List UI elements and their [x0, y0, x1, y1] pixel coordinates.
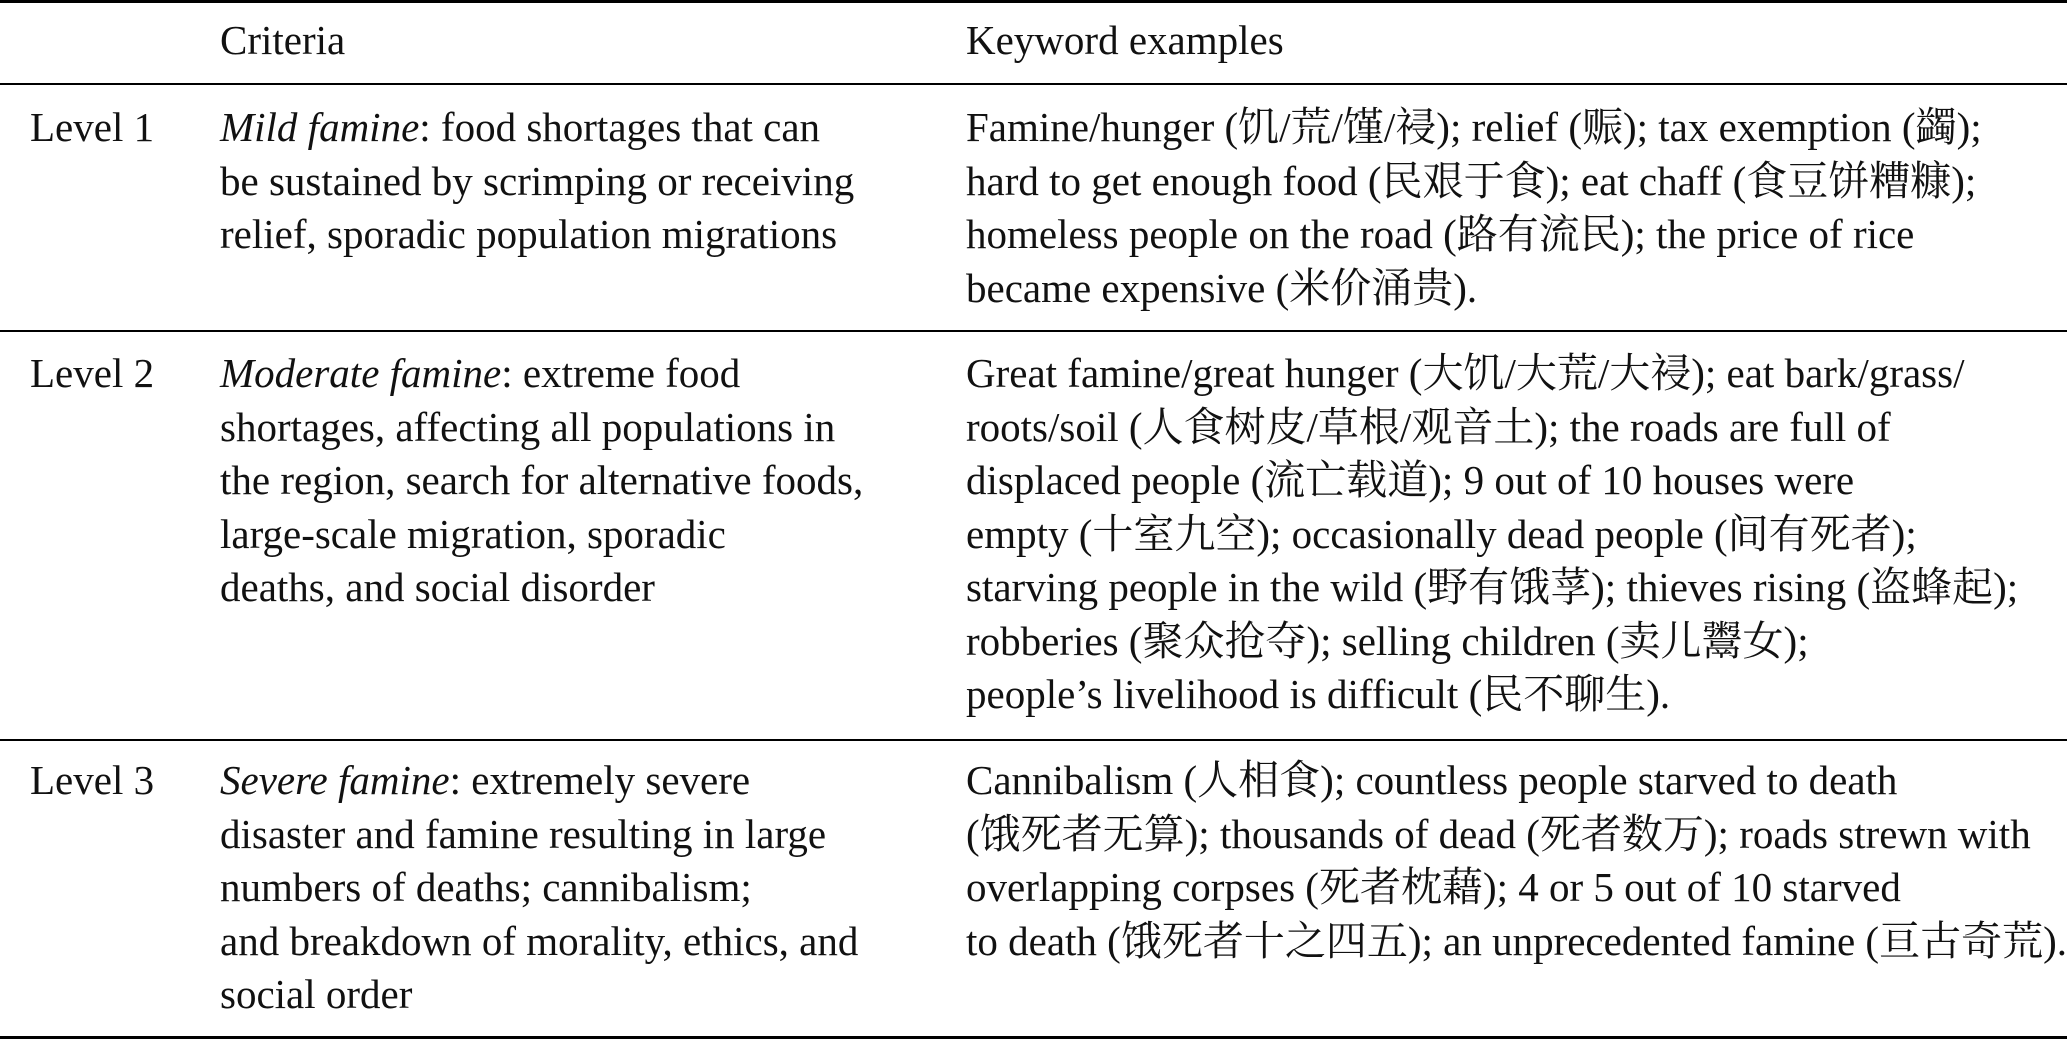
- criteria-line: social order: [220, 971, 413, 1017]
- criteria-line: numbers of deaths; cannibalism;: [220, 864, 752, 910]
- row-1-keywords: [966, 101, 1982, 315]
- keyword-line: homeless people on the road (路有流民); the price of rice: [966, 211, 1915, 257]
- row-2-level: Level 2: [30, 350, 155, 396]
- row-divider-2: [0, 739, 2067, 741]
- keyword-line: (饿死者无算); thousands of dead (死者数万); roads strewn with: [966, 810, 2031, 857]
- table-top-rule: [0, 0, 2067, 3]
- criteria-line: and breakdown of morality, ethics, and: [220, 917, 859, 964]
- keyword-line: people’s livelihood is difficult (民不聊生).: [966, 671, 1671, 717]
- criteria-line: be sustained by scrimping or receiving: [220, 157, 855, 204]
- keyword-line: empty (十室九空); occasionally dead people (间有死者);: [966, 510, 1917, 557]
- keyword-line: robberies (聚众抢夺); selling children (卖儿鬻女);: [966, 617, 1809, 664]
- criteria-text: : extreme food: [501, 350, 741, 396]
- criteria-text: : food shortages that can: [419, 104, 821, 150]
- row-3-level: Level 3: [30, 757, 155, 803]
- criteria-text: : extremely severe: [449, 757, 751, 803]
- criteria-line: [220, 754, 858, 808]
- keyword-line: starving people in the wild (野有饿莩); thieves rising (盗蜂起);: [966, 564, 2019, 610]
- criteria-line: [220, 347, 863, 401]
- keyword-line: overlapping corpses (死者枕藉); 4 or 5 out of 10 starved: [966, 864, 1901, 910]
- criteria-line: the region, search for alternative foods,: [220, 457, 864, 503]
- row-2-keywords: [966, 347, 2018, 722]
- row-divider-1: [0, 330, 2067, 332]
- keyword-line: roots/soil (人食树皮/草根/观音土); the roads are full of: [966, 403, 1891, 450]
- row-1-level: Level 1: [30, 104, 155, 150]
- keyword-line: Famine/hunger (饥/荒/馑/祲); relief (赈); tax exemption (蠲);: [966, 104, 1982, 150]
- criteria-line: [220, 101, 854, 155]
- keyword-line: to death (饿死者十之四五); an unprecedented famine (亘古奇荒).: [966, 917, 2067, 964]
- row-1-criteria: [220, 101, 854, 262]
- row-3-keywords: [966, 754, 2067, 968]
- criteria-term: Mild famine: [220, 104, 420, 150]
- row-2-criteria: [220, 347, 863, 615]
- criteria-term: Moderate famine: [220, 350, 502, 396]
- row-3-criteria: [220, 754, 858, 1022]
- keyword-line: displaced people (流亡载道); 9 out of 10 houses were: [966, 457, 1855, 503]
- criteria-line: relief, sporadic population migrations: [220, 211, 838, 257]
- keyword-line: Great famine/great hunger (大饥/大荒/大祲); eat bark/grass/: [966, 350, 1965, 396]
- keyword-line: hard to get enough food (民艰于食); eat chaff (食豆饼糟糠);: [966, 157, 1977, 204]
- criteria-line: disaster and famine resulting in large: [220, 810, 827, 857]
- criteria-line: shortages, affecting all populations in: [220, 403, 836, 450]
- header-keywords: Keyword examples: [966, 17, 1284, 63]
- criteria-term: Severe famine: [220, 757, 450, 803]
- criteria-line: deaths, and social disorder: [220, 564, 655, 610]
- criteria-line: large-scale migration, sporadic: [220, 510, 726, 557]
- keyword-line: Cannibalism (人相食); countless people starved to death: [966, 757, 1898, 803]
- header-criteria: Criteria: [220, 17, 346, 63]
- keyword-line: became expensive (米价涌贵).: [966, 264, 1478, 311]
- header-rule: [0, 83, 2067, 85]
